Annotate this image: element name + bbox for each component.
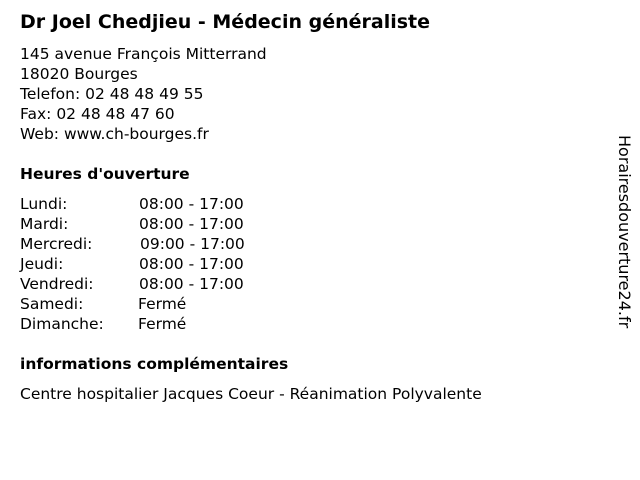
- site-watermark: Horairesdouverture24.fr: [615, 135, 634, 329]
- time-value: Fermé: [138, 295, 187, 313]
- day-label: Lundi:: [20, 195, 68, 213]
- info-text: Centre hospitalier Jacques Coeur - Réanimation Polyvalente: [20, 385, 482, 403]
- address-street: 145 avenue François Mitterrand: [20, 45, 267, 63]
- page-title: Dr Joel Chedjieu - Médecin généraliste: [20, 11, 430, 33]
- time-value: 08:00 - 17:00: [139, 255, 244, 273]
- time-value: 09:00 - 17:00: [140, 235, 245, 253]
- hours-heading: Heures d'ouverture: [20, 165, 190, 183]
- day-label: Mardi:: [20, 215, 69, 233]
- website: Web: www.ch-bourges.fr: [20, 125, 209, 143]
- contact-block: [20, 44, 267, 144]
- time-value: 08:00 - 17:00: [139, 195, 244, 213]
- time-value: 08:00 - 17:00: [139, 275, 244, 293]
- day-label: Dimanche:: [20, 315, 104, 333]
- time-value: Fermé: [138, 315, 187, 333]
- day-label: Jeudi:: [20, 255, 64, 273]
- info-heading: informations complémentaires: [20, 355, 289, 373]
- day-label: Mercredi:: [20, 235, 93, 253]
- time-value: 08:00 - 17:00: [139, 215, 244, 233]
- phone-number: Telefon: 02 48 48 49 55: [20, 85, 204, 103]
- fax-number: Fax: 02 48 48 47 60: [20, 105, 175, 123]
- address-city: 18020 Bourges: [20, 65, 138, 83]
- day-label: Vendredi:: [20, 275, 94, 293]
- day-label: Samedi:: [20, 295, 84, 313]
